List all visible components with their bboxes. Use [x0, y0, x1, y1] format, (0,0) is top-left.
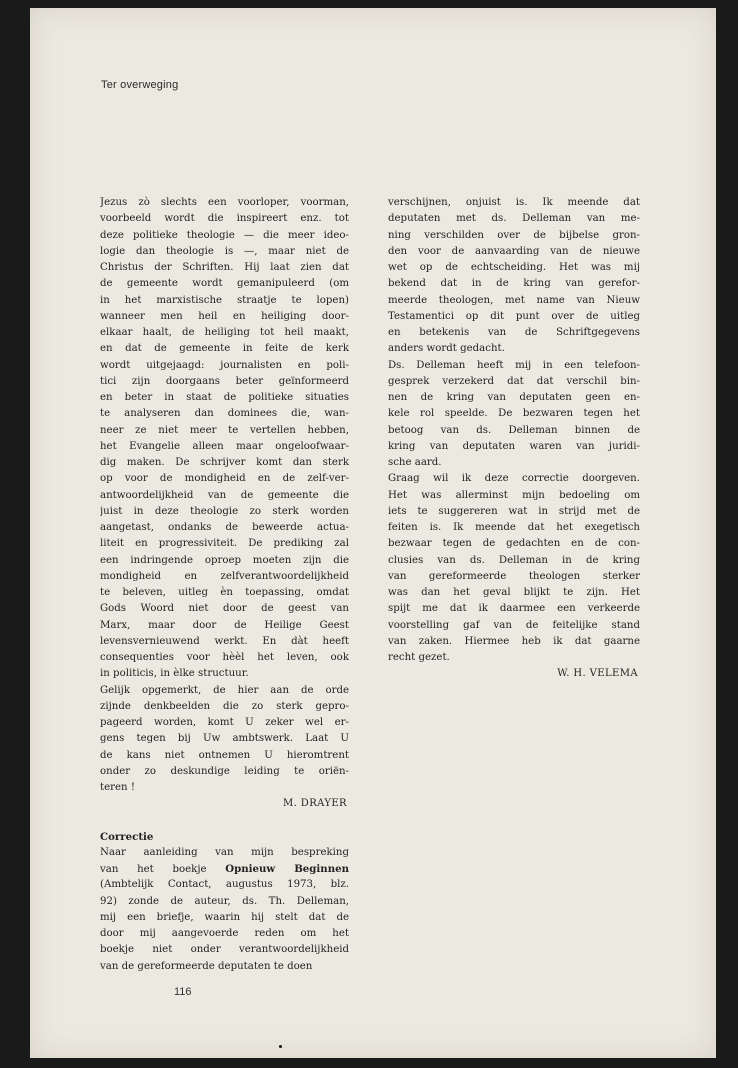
text-line: sche aard. — [388, 457, 442, 468]
signature-velema: W. H. VELEMA — [557, 668, 638, 680]
text-line: mij een briefje, waarin hij stelt dat de — [100, 911, 349, 923]
text-line: op voor de mondigheid en de zelf-ver- — [100, 473, 349, 485]
text-line: voorstelling gaf van de feitelijke stand — [388, 619, 640, 631]
text-line: en dat de gemeente in feite de kerk — [100, 343, 349, 355]
text-line: levensvernieuwend werkt. En dàt heeft — [100, 635, 349, 647]
text-line: was dan het geval blijkt te zijn. Het — [388, 587, 640, 598]
text-line: wordt uitgejaagd: journalisten en poli- — [100, 359, 349, 371]
text-line: neer ze niet meer te vertellen hebben, — [100, 424, 349, 436]
text-line: onder zo deskundige leiding te oriën- — [100, 765, 349, 777]
text-line: 92) zonde de auteur, ds. Th. Delleman, — [100, 895, 349, 907]
text-line: Jezus zò slechts een voorloper, voorman, — [100, 197, 349, 208]
section-gap — [100, 813, 349, 829]
text-line: boekje niet onder verantwoordelijkheid — [100, 944, 349, 956]
text-line: een indringende oproep moeten zijn die — [100, 554, 349, 566]
text-line: antwoordelijkheid van de gemeente die — [100, 489, 349, 501]
text-line: betoog van ds. Delleman binnen de — [388, 424, 640, 436]
text-line: meerde theologen, met name van Nieuw — [388, 294, 640, 306]
text-line: clusies van ds. Delleman in de kring — [388, 554, 640, 566]
text-line: te analyseren dan dominees die, wan- — [100, 408, 349, 420]
text-line: spijt me dat ik daarmee een verkeerde — [388, 603, 640, 615]
text-line: gens tegen bij Uw ambtswerk. Laat U — [100, 733, 349, 745]
right-column-body — [388, 195, 640, 666]
text-line: de kans niet ontnemen U hieromtrent — [100, 749, 349, 761]
correction-heading: Correctie — [100, 830, 154, 843]
signature-drayer: M. DRAYER — [283, 798, 347, 810]
text-line: van de gereformeerde deputaten te doen — [100, 960, 313, 972]
text-line: Gelijk opgemerkt, de hier aan de orde — [100, 684, 349, 696]
text-line: in het marxistische straatje te lopen) — [100, 294, 349, 306]
text-line: en betekenis van de Schriftgegevens — [388, 327, 640, 338]
text-line: anders wordt gedacht. — [388, 343, 505, 355]
text-line: zijnde denkbeelden die zo sterk gepro- — [100, 700, 349, 712]
page-number: 116 — [174, 986, 192, 998]
text-line: van zaken. Hiermee heb ik dat gaarne — [388, 635, 640, 647]
text-line: verschijnen, onjuist is. Ik meende dat — [388, 197, 640, 208]
text-line: Testamentici op dit punt over de uitleg — [388, 310, 640, 322]
text-line: en beter in staat de politieke situaties — [100, 392, 349, 403]
right-column — [388, 195, 640, 683]
left-column — [100, 195, 349, 975]
text-line: nen de kring van deputaten geen en- — [388, 392, 640, 403]
text-line: bezwaar tegen de gedachten en de con- — [388, 538, 640, 550]
text-line: deze politieke theologie — die meer ideo- — [100, 229, 349, 241]
text-line: mondigheid en zelfverantwoordelijkheid — [100, 570, 349, 582]
text-line: dig maken. De schrijver komt dan sterk — [100, 457, 349, 468]
text-line: consequenties voor hèèl het leven, ook — [100, 652, 349, 663]
text-line: logie dan theologie is —, maar niet de — [100, 245, 349, 257]
text-line: bekend dat in de kring van gerefor- — [388, 278, 640, 290]
text-line: deputaten met ds. Delleman van me- — [388, 213, 640, 225]
text-line: recht gezet. — [388, 652, 450, 663]
text-line: Naar aanleiding van mijn bespreking — [100, 846, 349, 858]
scan-speck — [279, 1045, 282, 1048]
text-line: liteit en progressiviteit. De prediking zal — [100, 538, 349, 550]
text-line: juist in deze theologie zo sterk worden — [100, 505, 349, 517]
text-line: door mij aangevoerde reden om het — [100, 928, 349, 939]
text-line: ning verschilden over de bijbelse gron- — [388, 229, 640, 241]
running-header: Ter overweging — [101, 79, 179, 91]
text-line: te beleven, uitleg èn toepassing, omdat — [100, 587, 349, 598]
text-line: kele rol speelde. De bezwaren tegen het — [388, 408, 640, 420]
text-line: (Ambtelijk Contact, augustus 1973, blz. — [100, 879, 349, 891]
text-line: Ds. Delleman heeft mij in een telefoon- — [388, 359, 640, 371]
text-line: tici zijn doorgaans beter geïnformeerd — [100, 375, 349, 387]
text-line: de gemeente wordt gemanipuleerd (om — [100, 278, 349, 290]
text-line: teren ! — [100, 782, 135, 793]
text-line: wanneer men heil en heiliging door- — [100, 310, 349, 322]
text-line: Christus der Schriften. Hij laat zien dat — [100, 262, 349, 273]
text-line: iets te suggereren wat in strijd met de — [388, 505, 640, 517]
page-sheet — [30, 8, 716, 1058]
text-line: wet op de echtscheiding. Het was mij — [388, 262, 640, 273]
text-line: elkaar haalt, de heiliging tot heil maakt, — [100, 327, 349, 338]
text-line: Graag wil ik deze correctie doorgeven. — [388, 473, 640, 485]
text-line: aangetast, ondanks de beweerde actua- — [100, 522, 349, 533]
text-line: Het was allerminst mijn bedoeling om — [388, 489, 640, 501]
text-line: kring van deputaten waren van juridi- — [388, 440, 640, 452]
text-line: gesprek verzekerd dat dat verschil bin- — [388, 375, 640, 387]
text-line: van het boekje Opnieuw Beginnen — [100, 863, 349, 875]
correction-body — [100, 845, 349, 975]
text-line: feiten is. Ik meende dat het exegetisch — [388, 522, 640, 533]
text-line: voorbeeld wordt die inspireert enz. tot — [100, 213, 349, 225]
text-line: Marx, maar door de Heilige Geest — [100, 619, 349, 631]
left-column-body — [100, 195, 349, 796]
text-line: den voor de aanvaarding van de nieuwe — [388, 245, 640, 257]
text-line: van gereformeerde theologen sterker — [388, 570, 640, 582]
text-line: in politicis, in èlke structuur. — [100, 668, 249, 680]
text-line: pageerd worden, komt U zeker wel er- — [100, 717, 349, 728]
text-line: het Evangelie alleen maar ongeloofwaar- — [100, 440, 349, 452]
text-line: Gods Woord niet door de geest van — [100, 603, 349, 615]
